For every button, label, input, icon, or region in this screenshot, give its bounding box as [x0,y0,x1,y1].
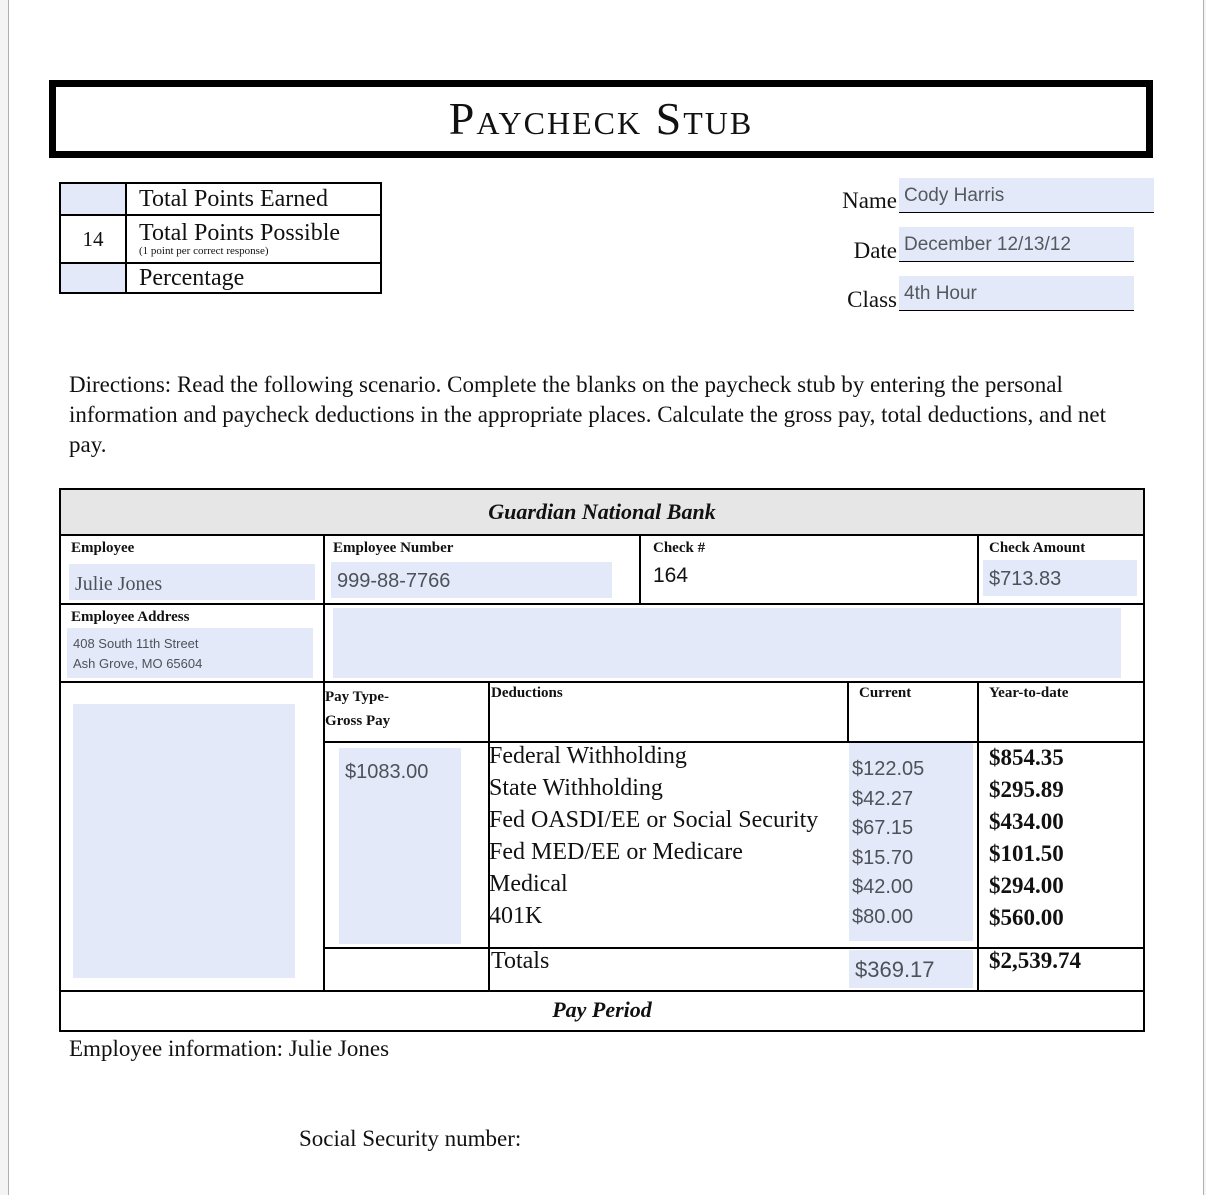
directions-text: Directions: Read the following scenario. Complete the blanks on the paycheck stub by entering the personal information and paycheck deductions in the appropriate places. Calculate the gross pay, total deductions, and net pay. [69,372,1107,457]
employee-address-field[interactable] [67,628,313,678]
document-page [8,0,1204,1195]
name-field[interactable]: Cody Harris [899,178,1154,213]
page-title: Paycheck Stub [49,80,1153,158]
pay-type-label [325,685,390,733]
pay-type-label-line-2: Gross Pay [325,713,391,729]
employee-address-label: Employee Address [71,609,190,625]
ytd-amounts [989,742,1064,934]
percentage-label: Percentage [126,263,381,293]
employee-field[interactable]: Julie Jones [69,564,315,600]
points-possible-label: Total Points Possible [139,220,341,246]
points-earned-field[interactable] [60,183,126,215]
ytd-label: Year-to-date [989,685,1069,701]
ytd-amount: $295.89 [989,777,1064,802]
deduction-name: State Withholding [489,775,663,801]
points-table [59,182,382,294]
ytd-amount: $294.00 [989,873,1064,898]
ytd-amount: $560.00 [989,905,1064,930]
points-possible-note: (1 point per correct response) [139,245,269,257]
totals-label: Totals [491,948,550,974]
current-amount: $80.00 [852,905,914,928]
points-earned-label: Total Points Earned [126,183,381,215]
pay-notes-field[interactable] [73,704,295,978]
check-number-value: 164 [653,564,689,587]
ytd-amount: $854.35 [989,745,1064,770]
current-label: Current [859,685,912,701]
deduction-name: Fed MED/EE or Medicare [489,839,743,865]
employee-number-field[interactable]: 999-88-7766 [331,562,612,598]
check-amount-label: Check Amount [989,540,1086,556]
points-possible-cell [126,215,381,263]
deductions-label: Deductions [491,685,563,701]
percentage-field[interactable] [60,263,126,293]
deduction-name: Federal Withholding [489,743,687,769]
ytd-amount: $434.00 [989,809,1064,834]
employee-information: Employee information: Julie Jones [69,1036,390,1061]
current-amount: $42.27 [852,787,914,810]
employee-number-label: Employee Number [333,540,454,556]
current-amount: $67.15 [852,817,914,839]
class-label: Class [847,287,897,312]
deduction-name: Fed OASDI/EE or Social Security [489,807,819,833]
address-blank-field[interactable] [333,608,1121,678]
deduction-name: Medical [489,871,568,897]
col-divider [977,534,979,603]
paycheck-stub [59,488,1145,1032]
pay-type-label-line-1: Pay Type- [325,689,390,705]
check-number-label: Check # [653,540,706,556]
employee-label: Employee [71,540,135,556]
ytd-amount: $101.50 [989,841,1064,866]
deduction-names [489,740,818,932]
col-divider [977,681,979,990]
col-divider [323,534,325,990]
check-amount-field[interactable]: $713.83 [983,560,1137,596]
points-possible-value: 14 [60,215,126,263]
name-label: Name [842,188,897,213]
current-amount: $122.05 [852,758,925,780]
current-amounts-field[interactable] [849,743,973,941]
date-field[interactable]: December 12/13/12 [899,227,1134,262]
address-line-2: Ash Grove, MO 65604 [73,656,203,671]
row-divider [61,603,1145,605]
row-divider [61,681,1145,683]
class-field[interactable]: 4th Hour [899,276,1134,311]
current-amount: $15.70 [852,846,914,869]
date-label: Date [853,238,897,263]
bank-name: Guardian National Bank [61,490,1143,536]
totals-ytd: $2,539.74 [989,948,1081,973]
pay-period-label: Pay Period [552,997,652,1022]
ssn-label: Social Security number: [299,1126,522,1151]
gross-pay-field[interactable]: $1083.00 [339,748,461,944]
col-divider [639,534,641,603]
col-divider [847,681,849,741]
current-amount: $42.00 [852,876,914,898]
address-line-1: 408 South 11th Street [73,636,199,651]
current-amounts [852,755,924,932]
totals-current-field[interactable]: $369.17 [849,950,973,988]
deduction-name: 401K [489,903,543,929]
